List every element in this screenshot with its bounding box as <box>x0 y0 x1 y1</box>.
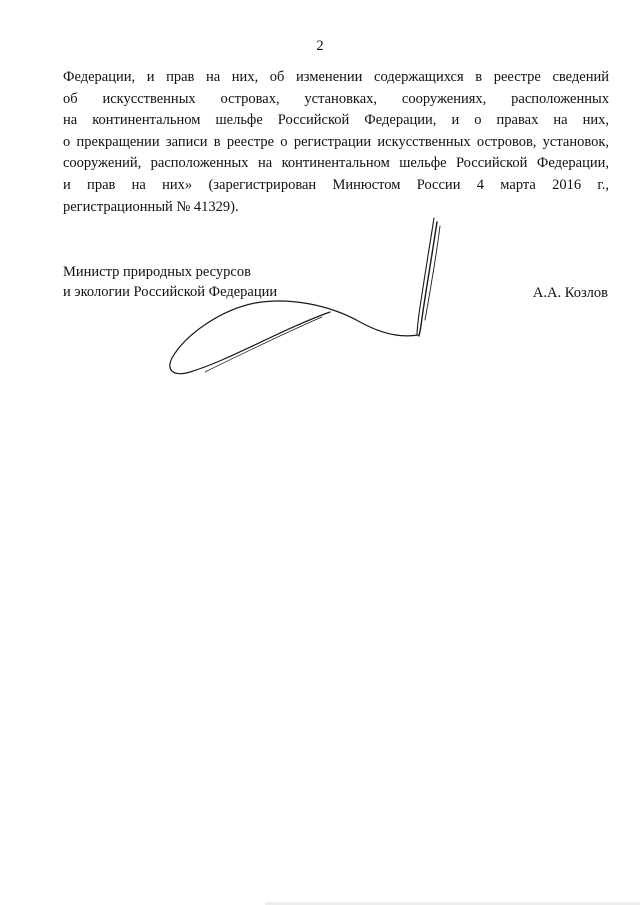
signatory-title-line: и экологии Российской Федерации <box>63 284 278 300</box>
body-line: на континентальном шельфе Российской Федерации, и о правах на них, <box>63 112 609 129</box>
signature-stroke <box>417 218 434 334</box>
signature-stroke <box>419 222 437 336</box>
body-line: о прекращении записи в реестре о регистрации искусственных островов, установок, <box>63 133 609 150</box>
signatory-name: А.А. Козлов <box>532 285 608 301</box>
body-line: сооружений, расположенных на континентальном шельфе Российской Федерации, <box>63 155 609 172</box>
body-line: Федерации, и прав на них, об изменении содержащихся в реестре сведений <box>63 69 609 85</box>
body-line: об искусственных островах, установках, сооружениях, расположенных <box>63 90 609 107</box>
signature-stroke <box>170 301 418 374</box>
signature-stroke <box>205 317 322 372</box>
body-line: регистрационный № 41329). <box>63 198 239 215</box>
page-number: 2 <box>316 38 324 54</box>
body-line: и прав на них» (зарегистрирован Минюстом России 4 марта 2016 г., <box>63 176 609 193</box>
signatory-title <box>63 262 277 302</box>
signatory-title-line: Министр природных ресурсов <box>63 264 251 280</box>
signature-stroke <box>425 226 440 320</box>
body-paragraph <box>63 67 609 218</box>
